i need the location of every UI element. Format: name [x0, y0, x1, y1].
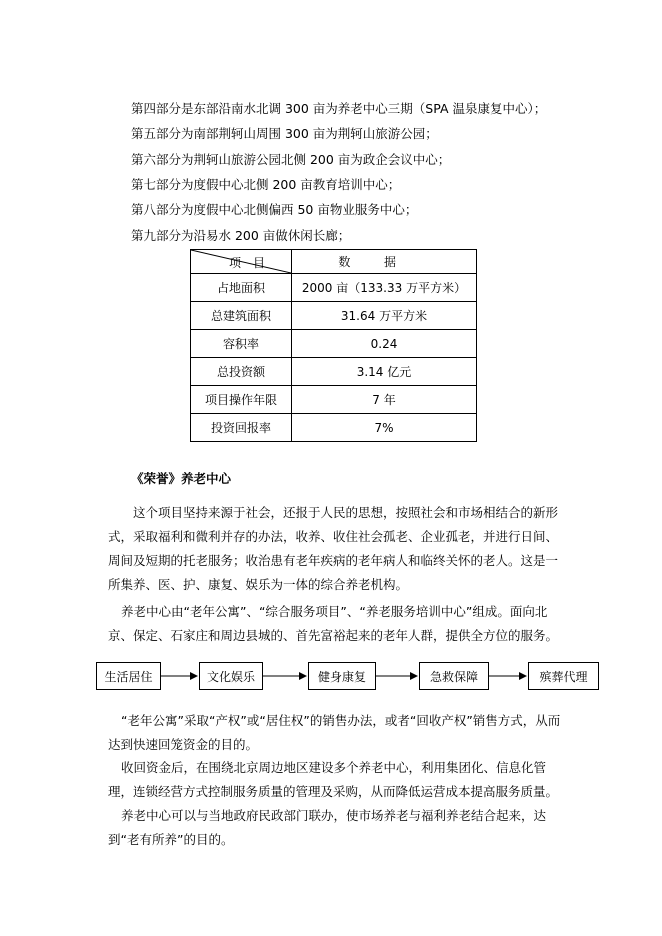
paragraph-cooperation: 养老中心可以与当地政府民政部门联办，使市场养老与福利养老结合起来，达到“老有所养”的目的。 — [108, 808, 547, 847]
table-row-value: 0.24 — [292, 330, 477, 358]
flow-step-funeral: 殡葬代理 — [528, 662, 599, 690]
intro-line-8: 第八部分为度假中心北侧偏西 50 亩物业服务中心； — [131, 202, 418, 217]
intro-line-4: 第四部分是东部沿南水北调 300 亩为养老中心三期（SPA 温泉康复中心）； — [131, 101, 547, 116]
table-header-data: 数据 — [292, 250, 477, 274]
table-row-label: 投资回报率 — [191, 414, 292, 442]
table-row-value: 7% — [292, 414, 477, 442]
table-row-value: 2000 亩（133.33 万平方米） — [292, 274, 477, 302]
table-header-item: 项 目 — [229, 256, 266, 270]
flow-step-entertainment: 文化娱乐 — [199, 662, 263, 690]
table-row-label: 容积率 — [191, 330, 292, 358]
table-row-value: 31.64 万平方米 — [292, 302, 477, 330]
paragraph-intro: 这个项目坚持来源于社会，还报于人民的思想，按照社会和市场相结合的新形式，采取福利和微利并存的办法，收养、收住社会孤老、企业孤老，并进行日间、周间及短期的托老服务；收治患有老年疾病的老年病人和临终关怀的老人。这是一所集养、医、护、康复、娱乐为一体的综合养老机构。 — [108, 505, 559, 592]
intro-line-7: 第七部分为度假中心北侧 200 亩教育培训中心； — [131, 177, 401, 192]
section-title: 《荣誉》养老中心 — [131, 471, 232, 486]
flow-step-living: 生活居住 — [96, 662, 161, 690]
table-row-label: 占地面积 — [191, 274, 292, 302]
table-row-value: 7 年 — [292, 386, 477, 414]
flow-step-fitness: 健身康复 — [308, 662, 376, 690]
intro-line-6: 第六部分为荆轲山旅游公园北侧 200 亩为政企会议中心； — [131, 152, 451, 167]
intro-line-9: 第九部分为沿易水 200 亩做休闲长廊； — [131, 228, 351, 243]
table-row-label: 总投资额 — [191, 358, 292, 386]
flow-step-emergency: 急救保障 — [419, 662, 489, 690]
paragraph-expansion: 收回资金后，在围绕北京周边地区建设多个养老中心，利用集团化、信息化管理，连锁经营方式控制服务质量的管理及采购，从而降低运营成本提高服务质量。 — [108, 760, 559, 799]
table-row-label: 总建筑面积 — [191, 302, 292, 330]
paragraph-composition: 养老中心由“老年公寓”、“综合服务项目”、“养老服务培训中心”组成。面向北京、保定、石家庄和周边县城的、首先富裕起来的老年人群，提供全方位的服务。 — [108, 604, 559, 643]
table-row-value: 3.14 亿元 — [292, 358, 477, 386]
paragraph-sales: “老年公寓”采取“产权”或“居住权”的销售办法，或者“回收产权”销售方式，从而达到快速回笼资金的目的。 — [108, 713, 561, 752]
intro-line-5: 第五部分为南部荆轲山周围 300 亩为荆轲山旅游公园； — [131, 126, 438, 141]
table-row-label: 项目操作年限 — [191, 386, 292, 414]
